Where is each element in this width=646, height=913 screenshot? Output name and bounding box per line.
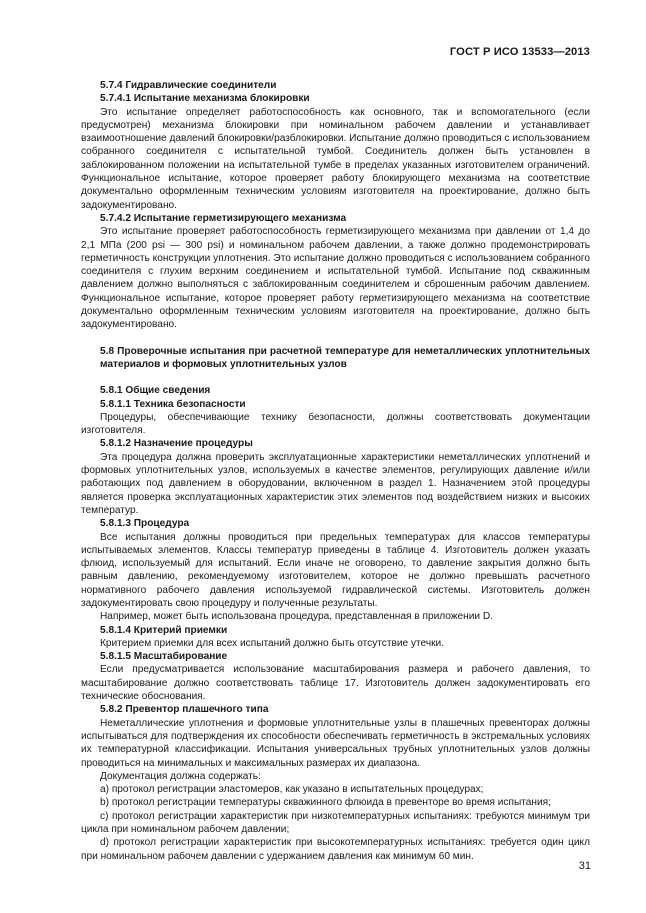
section-heading: 5.7.4.1 Испытание механизма блокировки [100, 93, 310, 105]
section-heading: 5.8.1.3 Процедура [100, 518, 190, 530]
body-paragraph: Если предусматривается использование масштабирования размера и рабочего давления, то масштабирование должно соответствовать таблице 17. Изготовитель должен задокументировать его технические обоснования. [81, 664, 590, 703]
body-paragraph: c) протокол регистрации характеристик при низкотемпературных испытаниях: требуются минимум три цикла при номинальном рабочем давлении; [81, 810, 590, 836]
body-paragraph: Критерием приемки для всех испытаний должно быть отсутствие утечки. [100, 637, 445, 649]
document-header: ГОСТ Р ИСО 13533—2013 [449, 46, 590, 58]
section-heading: 5.7.4.2 Испытание герметизирующего механизма [100, 212, 347, 224]
section-heading: 5.8.1 Общие сведения [100, 385, 211, 397]
body-paragraph: Это испытание определяет работоспособность как основного, так и вспомогательного (если предусмотрен) механизма блокировки при номинальном рабочем давлении и устанавливает взаимоотношение давлений блокировки/разблокировки. Испытание должно проводиться с использованием собранного соединителя с испытательной тумбой. Соединитель должен быть установлен в заблокированном положении на испытательной тумбе в пределах указанных изготовителем ограничений. Функциональное испытание, которое проверяет работу блокирующего механизма на соответствие документально оформленным техническим условиям изготовителя на проектирование, должно быть задокументировано. [81, 106, 590, 211]
document-body [81, 79, 590, 863]
body-paragraph: Все испытания должны проводиться при предельных температурах для классов температуры испытываемых элементов. Классы температур приведены в таблице 4. Изготовитель должен указать флюид, используемый для испытаний. Если иначе не оговорено, то давление закрытия должно быть равным давлению, рекомендуемому изготовителем, которое не должно превышать расчетного нормативного рабочего давления используемой гидравлической системы. Изготовитель должен задокументировать свою процедуру и полученные результаты. [81, 531, 590, 609]
section-heading: 5.8.1.4 Критерий приемки [100, 624, 228, 636]
section-heading: 5.8.2 Превентор плашечного типа [100, 704, 269, 716]
body-paragraph: Например, может быть использована процедура, представленная в приложении D. [100, 611, 494, 623]
section-heading: 5.8 Проверочные испытания при расчетной температуре для неметаллических уплотнительных материалов и формовых уплотнительных узлов [100, 345, 590, 370]
body-paragraph: b) протокол регистрации температуры скважинного флюида в превенторе во время испытания; [100, 797, 551, 809]
body-paragraph: Неметаллические уплотнения и формовые уплотнительные узлы в плашечных превенторах должны испытываться для подтверждения их способности обеспечивать герметичность в экстремальных условиях их температурной классификации. Испытания универсальных трубных уплотнительных узлов должны проводиться на минимальных и максимальных размерах их диапазона. [81, 717, 590, 769]
body-paragraph: Эта процедура должна проверить эксплуатационные характеристики неметаллических уплотнений и формовых уплотнительных узлов, используемых в качестве элементов, регулирующих давление и/или работающих под давлением в оборудовании, включенном в раздел 1. Назначением этой процедуры является проверка эксплуатационных характеристик этих элементов под воздействием низких и высоких температур. [81, 451, 590, 516]
section-heading: 5.8.1.2 Назначение процедуры [100, 438, 253, 450]
page-number: 31 [578, 860, 591, 872]
body-paragraph: a) протокол регистрации эластомеров, как указано в испытательных процедурах; [100, 784, 484, 796]
section-heading: 5.8.1.1 Техника безопасности [100, 398, 246, 410]
section-gap [81, 371, 590, 384]
body-paragraph: Документация должна содержать: [100, 770, 261, 782]
section-gap [81, 332, 590, 345]
section-heading: 5.7.4 Гидравлические соединители [100, 80, 277, 91]
body-paragraph: Процедуры, обеспечивающие технику безопасности, должны соответствовать документации изготовителя. [81, 411, 590, 437]
body-paragraph: Это испытание проверяет работоспособность герметизирующего механизма при давлении от 1,4 до 2,1 МПа (200 psi — 300 psi) и номинальном рабочем давлении, а также должно продемонстрировать герметичность конструкции уплотнения. Это испытание должно проводиться с использованием собранного соединителя с глухим верхним соединением и испытательной тумбой. Испытание под скважинным давлением должно выполняться с заблокированным соединителем и сброшенным рабочим давлением. Функциональное испытание, которое проверяет работу герметизирующего механизма на соответствие документально оформленным техническим условиям изготовителя на проектирование, должно быть задокументировано. [81, 226, 590, 331]
section-heading: 5.8.1.5 Масштабирование [100, 651, 228, 663]
body-paragraph: d) протокол регистрации характеристик при высокотемпературных испытаниях: требуется один цикл при номинальном рабочем давлении с удержанием давления как минимум 60 мин. [81, 837, 590, 862]
